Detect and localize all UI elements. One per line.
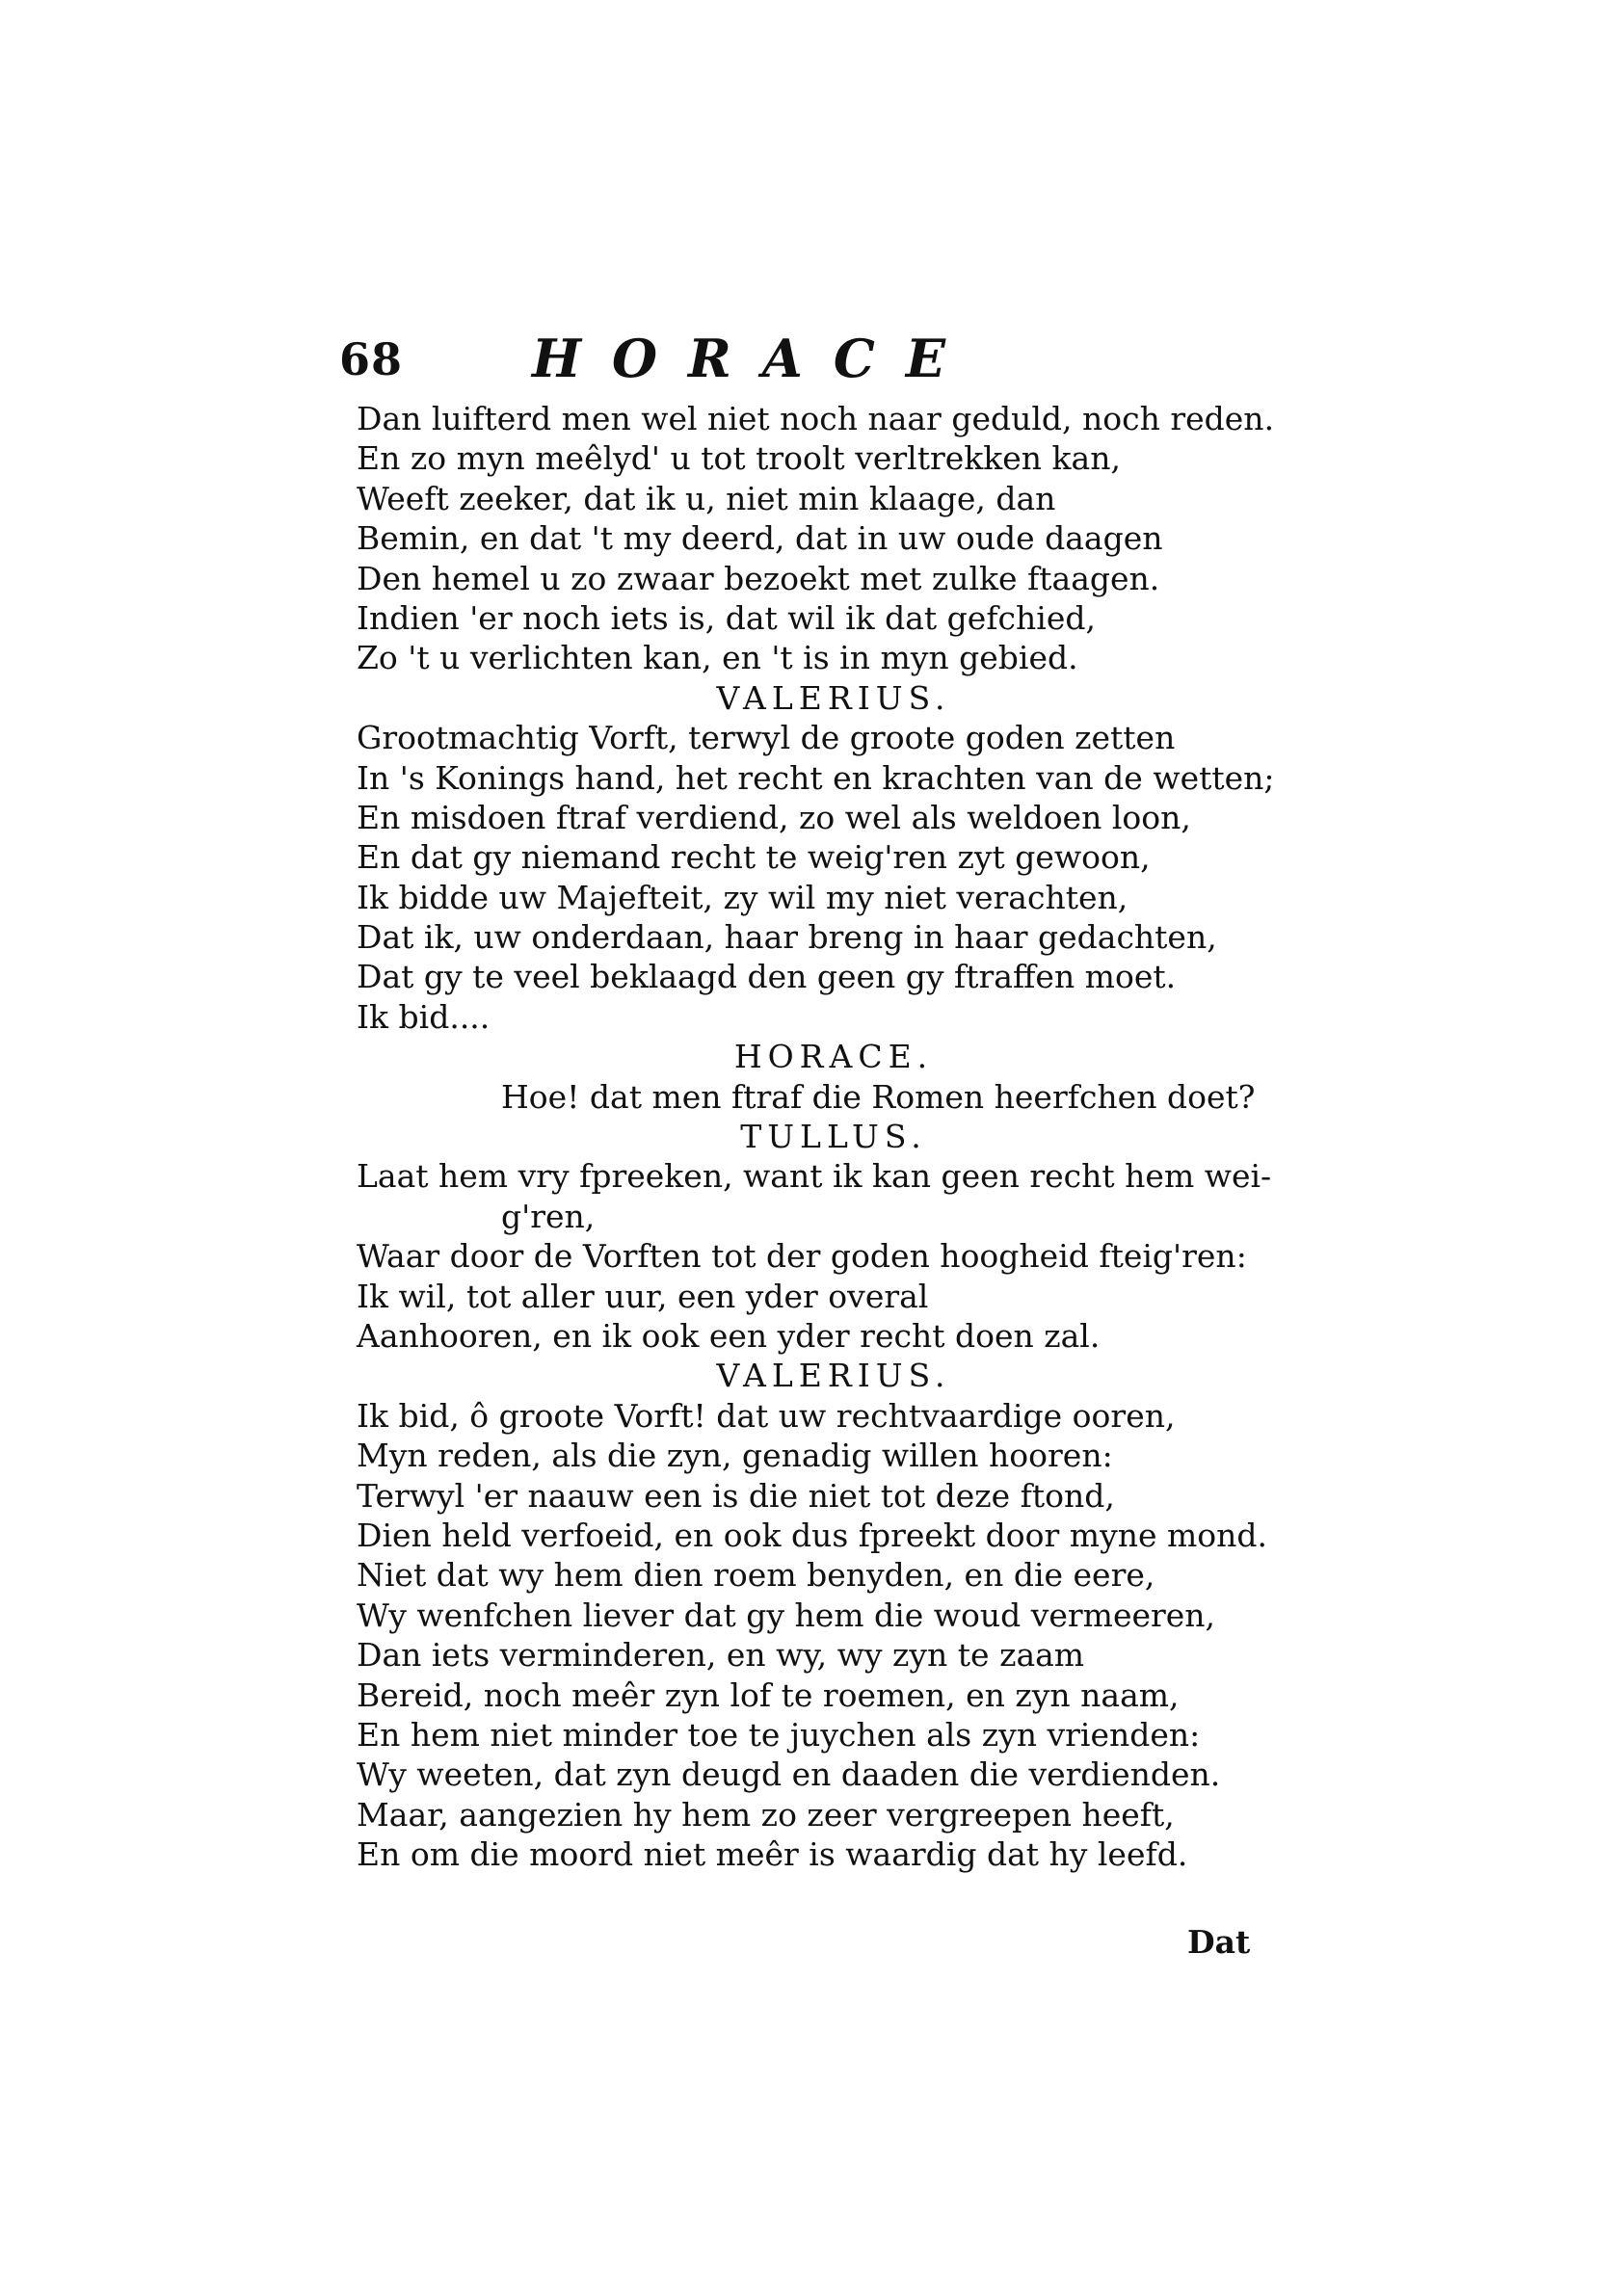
verse-line: Myn reden, als die zyn, genadig willen hooren: [357,1437,1113,1475]
verse-line: En dat gy niemand recht te weig'ren zyt gewoon, [357,838,1151,877]
verse-line: Dat ik, uw onderdaan, haar breng in haar gedachten, [357,918,1217,957]
running-title: HORACE [532,328,976,389]
verse-line: Dan luifterd men wel niet noch naar geduld, noch reden. [357,400,1275,437]
verse-line: Ik bidde uw Majefteit, zy wil my niet verachten, [357,878,1128,916]
verse-line: In 's Konings hand, het recht en krachten van de wetten; [357,758,1275,797]
verse-line: Niet dat wy hem dien roem benyden, en die eere, [357,1556,1155,1595]
verse-line: Terwyl 'er naauw een is die niet tot deze ftond, [357,1476,1115,1515]
verse-line: Grootmachtig Vorft, terwyl de groote goden zetten [357,719,1176,757]
verse-text-block [357,399,1282,1874]
verse-line: Maar, aangezien hy hem zo zeer vergreepen heeft, [357,1795,1175,1834]
speaker-name: HORACE. [733,1038,934,1076]
verse-line: En misdoen ftraf verdiend, zo wel als weldoen loon, [357,798,1191,836]
verse-line: Bereid, noch meêr zyn lof te roemen, en zyn naam, [357,1676,1180,1714]
speaker-name: TULLUS. [740,1118,927,1156]
verse-line: Wy wenfchen liever dat gy hem die woud vermeeren, [357,1596,1216,1634]
catchword: Dat [1187,1923,1251,1961]
verse-line: En om die moord niet meêr is waardig dat hy leefd. [357,1835,1188,1874]
verse-line: Dat gy te veel beklaagd den geen gy ftraffen moet. [357,958,1177,996]
verse-line: Zo 't u verlichten kan, en 't is in myn gebied. [357,639,1078,677]
verse-line: Ik wil, tot aller uur, een yder overal [357,1277,929,1315]
verse-line: Laat hem vry fpreeken, want ik kan geen recht hem wei- [357,1157,1272,1196]
verse-line: Ik bid, ô groote Vorft! dat uw rechtvaardige ooren, [357,1396,1176,1435]
verse-line: Weeft zeeker, dat ik u, niet min klaage, dan [357,479,1056,517]
verse-line: Den hemel u zo zwaar bezoekt met zulke ftaagen. [357,559,1160,597]
verse-line: Dan iets verminderen, en wy, wy zyn te zaam [357,1636,1085,1675]
speaker-name: VALERIUS. [716,1357,951,1395]
page-number: 68 [339,333,404,385]
verse-line: Wy weeten, dat zyn deugd en daaden die verdienden. [357,1755,1221,1794]
verse-line: Bemin, en dat 't my deerd, dat in uw oude daagen [357,519,1163,558]
speaker-name: VALERIUS. [716,678,951,717]
verse-line: Waar door de Vorften tot der goden hoogheid fteig'ren: [357,1237,1247,1276]
verse-line: En hem niet minder toe te juychen als zyn vrienden: [357,1715,1201,1754]
verse-line: Dien held verfoeid, en ook dus fpreekt door myne mond. [357,1516,1268,1554]
verse-line: Indien 'er noch iets is, dat wil ik dat gefchied, [357,598,1096,637]
verse-line-indented: Hoe! dat men ftraf die Romen heerfchen doet? [501,1077,1256,1116]
verse-line: Ik bid.... [357,997,491,1036]
verse-line-turnover: g'ren, [501,1197,596,1235]
verse-line: Aanhooren, en ik ook een yder recht doen zal. [357,1316,1101,1355]
verse-line: En zo myn meêlyd' u tot troolt verltrekken kan, [357,439,1121,478]
page-header [339,328,1264,405]
